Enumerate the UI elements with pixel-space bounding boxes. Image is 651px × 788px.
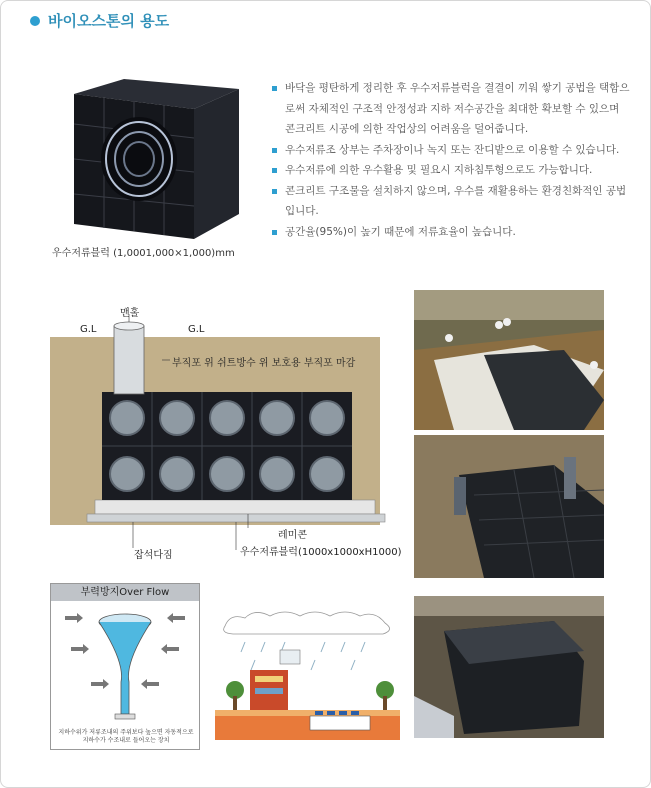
- bullet-item: 바닥을 평탄하게 정리한 후 우수저류블럭을 결결이 끼워 쌓기 공법을 택함으로써 자체적인 구조적 안정성과 지하 저수공간을 최대한 확보할 수 있으며 콘크리트 시공에 의한 작업상의 어려움을 덜어줍니다.: [272, 78, 632, 140]
- gravel-label: 잡석다짐: [134, 550, 173, 561]
- cross-section-svg: [50, 300, 395, 565]
- storage-block-image: [64, 74, 244, 244]
- block-label: 우수저류블럭(1000x1000xH1000): [240, 547, 402, 558]
- bullet-item: 우수저류조 상부는 주차장이나 녹지 또는 잔디밭으로 이용할 수 있습니다.: [272, 140, 632, 161]
- title-bullet-icon: [30, 16, 40, 26]
- installation-photo-1: [414, 290, 604, 430]
- section-title-text: 바이오스톤의 용도: [48, 12, 170, 30]
- cross-section-diagram: [50, 300, 402, 565]
- ground-level-right-label: G.L: [188, 324, 205, 335]
- product-caption: 우수저류블럭 (1,0001,000×1,000)mm: [52, 248, 235, 259]
- rain-harvest-illustration: [215, 608, 400, 740]
- usage-bullet-list: [272, 78, 632, 242]
- bullet-item: 콘크리트 구조물을 설치하지 않으며, 우수를 재활용하는 환경친화적인 공법입니다.: [272, 181, 632, 222]
- bullet-item: 우수저류에 의한 우수활용 및 필요시 지하침투형으로도 가능합니다.: [272, 160, 632, 181]
- top-layer-label: 부직포 위 쉬트방수 위 보호용 부직포 마감: [172, 358, 356, 369]
- section-title: [30, 10, 169, 31]
- overflow-device-panel: [50, 583, 200, 750]
- installation-photo-3: [414, 596, 604, 738]
- bullet-item: 공간율(95%)이 높기 때문에 저류효율이 높습니다.: [272, 222, 632, 243]
- installation-photo-2: [414, 435, 604, 578]
- overflow-device-svg: [51, 602, 199, 727]
- concrete-label: 레미콘: [278, 530, 307, 541]
- overflow-note: 지하수위가 저류조내의 주위보다 높으면 자동적으로 지하수가 수조내로 들어오는 장치: [58, 729, 194, 744]
- overflow-heading: 부력방지Over Flow: [51, 584, 199, 601]
- ground-level-left-label: G.L: [80, 324, 97, 335]
- manhole-label: 맨홀: [120, 308, 140, 319]
